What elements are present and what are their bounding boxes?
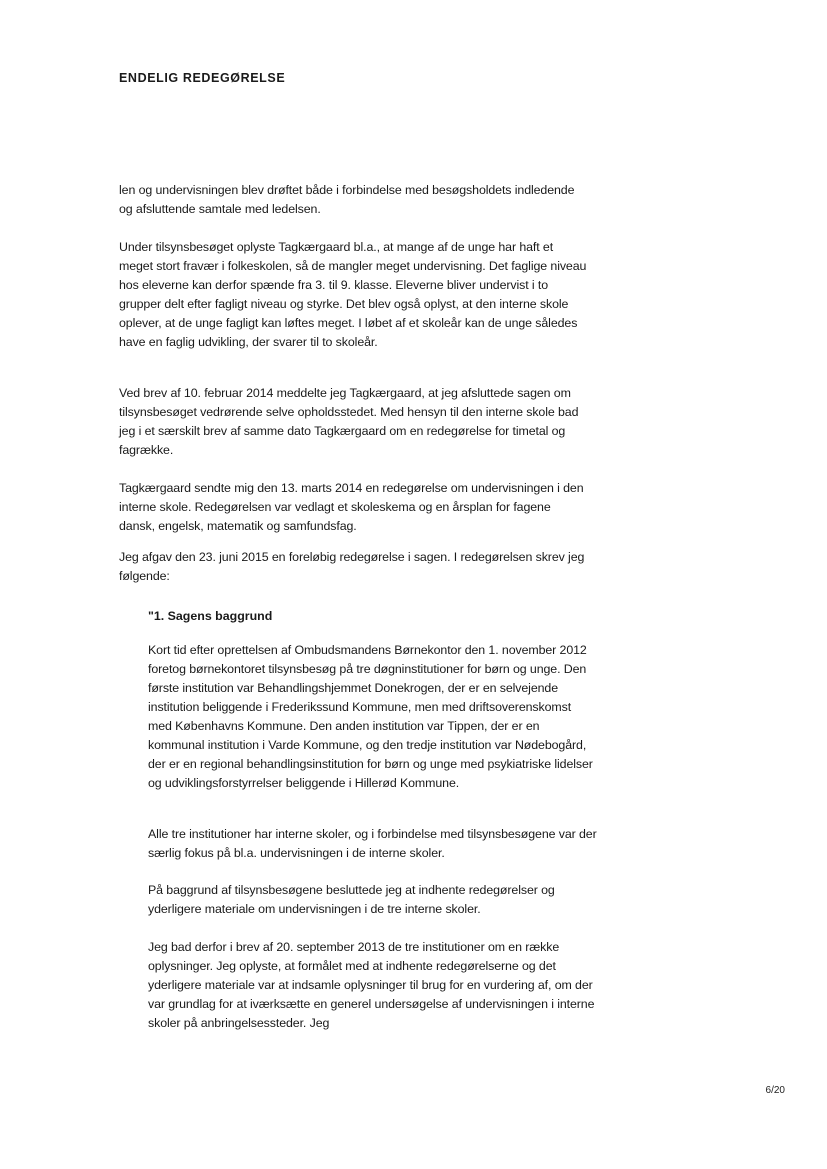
quote-paragraph-4 xyxy=(148,938,598,1033)
paragraph-text: På baggrund af tilsynsbesøgene besluttede jeg at indhente redegørelser og yderligere materiale om undervisningen i de tre interne skoler. xyxy=(148,883,555,916)
paragraph-5 xyxy=(119,548,589,586)
paragraph-text: Tagkærgaard sendte mig den 13. marts 2014 en redegørelse om undervisningen i den interne skole. Redegørelsen var vedlagt et skoleskema og en årsplan for fagene dansk, engelsk, matematik og samfundsfag. xyxy=(119,481,584,533)
quote-paragraph-3 xyxy=(148,881,598,919)
paragraph-text: Alle tre institutioner har interne skoler, og i forbindelse med tilsynsbesøgene var der særlig fokus på bl.a. undervisningen i de interne skoler. xyxy=(148,827,597,860)
paragraph-2 xyxy=(119,238,589,352)
page-header-title: ENDELIG REDEGØRELSE xyxy=(119,71,286,85)
paragraph-text: Jeg afgav den 23. juni 2015 en foreløbig redegørelse i sagen. I redegørelsen skrev jeg følgende: xyxy=(119,550,585,583)
paragraph-text: Jeg bad derfor i brev af 20. september 2013 de tre institutioner om en række oplysninger. Jeg oplyste, at formålet med at indhente redegørelserne og det yderligere materiale var at indsamle oplysninger til brug for en vurdering af, om der var grundlag for at iværksætte en generel undersøgelse af undervisningen i interne skoler på anbringelsessteder. Jeg xyxy=(148,940,595,1030)
paragraph-text: Under tilsynsbesøget oplyste Tagkærgaard bl.a., at mange af de unge har haft et meget stort fravær i folkeskolen, så de mangler meget undervisning. Det faglige niveau hos eleverne kan derfor spænde fra 3. til 9. klasse. Eleverne bliver undervist i to grupper delt efter fagligt niveau og styrke. Det blev også oplyst, at den interne skole oplever, at de unge fagligt kan løftes meget. I løbet af et skoleår kan de unge således have en faglig udvikling, der svarer til to skoleår. xyxy=(119,240,587,349)
paragraph-text: Kort tid efter oprettelsen af Ombudsmandens Børnekontor den 1. november 2012 foretog børnekontoret tilsynsbesøg på tre døgninstitutioner for børn og unge. Den første institution var Behandlingshjemmet Donekrogen, der er en selvejende institution beliggende i Frederikssund Kommune, men med driftsoverenskomst med Københavns Kommune. Den anden institution var Tippen, der er en kommunal institution i Varde Kommune, og den tredje institution var Nødebogård, der er en regional behandlingsinstitution for børn og unge med psykiatriske lidelser og udviklingsforstyrrelser beliggende i Hillerød Kommune. xyxy=(148,643,593,790)
paragraph-4 xyxy=(119,479,589,536)
paragraph-text: Ved brev af 10. februar 2014 meddelte jeg Tagkærgaard, at jeg afsluttede sagen om tilsynsbesøget vedrørende selve opholdsstedet. Med hensyn til den interne skole bad jeg i et særskilt brev af samme dato Tagkærgaard om en redegørelse for timetal og fagrække. xyxy=(119,386,579,457)
paragraph-text: len og undervisningen blev drøftet både i forbindelse med besøgsholdets indledende og afsluttende samtale med ledelsen. xyxy=(119,183,575,216)
quote-paragraph-2 xyxy=(148,825,598,863)
paragraph-3 xyxy=(119,384,589,460)
paragraph-1 xyxy=(119,181,589,219)
quote-paragraph-1 xyxy=(148,641,598,793)
page-number: 6/20 xyxy=(765,1085,785,1096)
quoted-section-heading: "1. Sagens baggrund xyxy=(148,609,273,623)
